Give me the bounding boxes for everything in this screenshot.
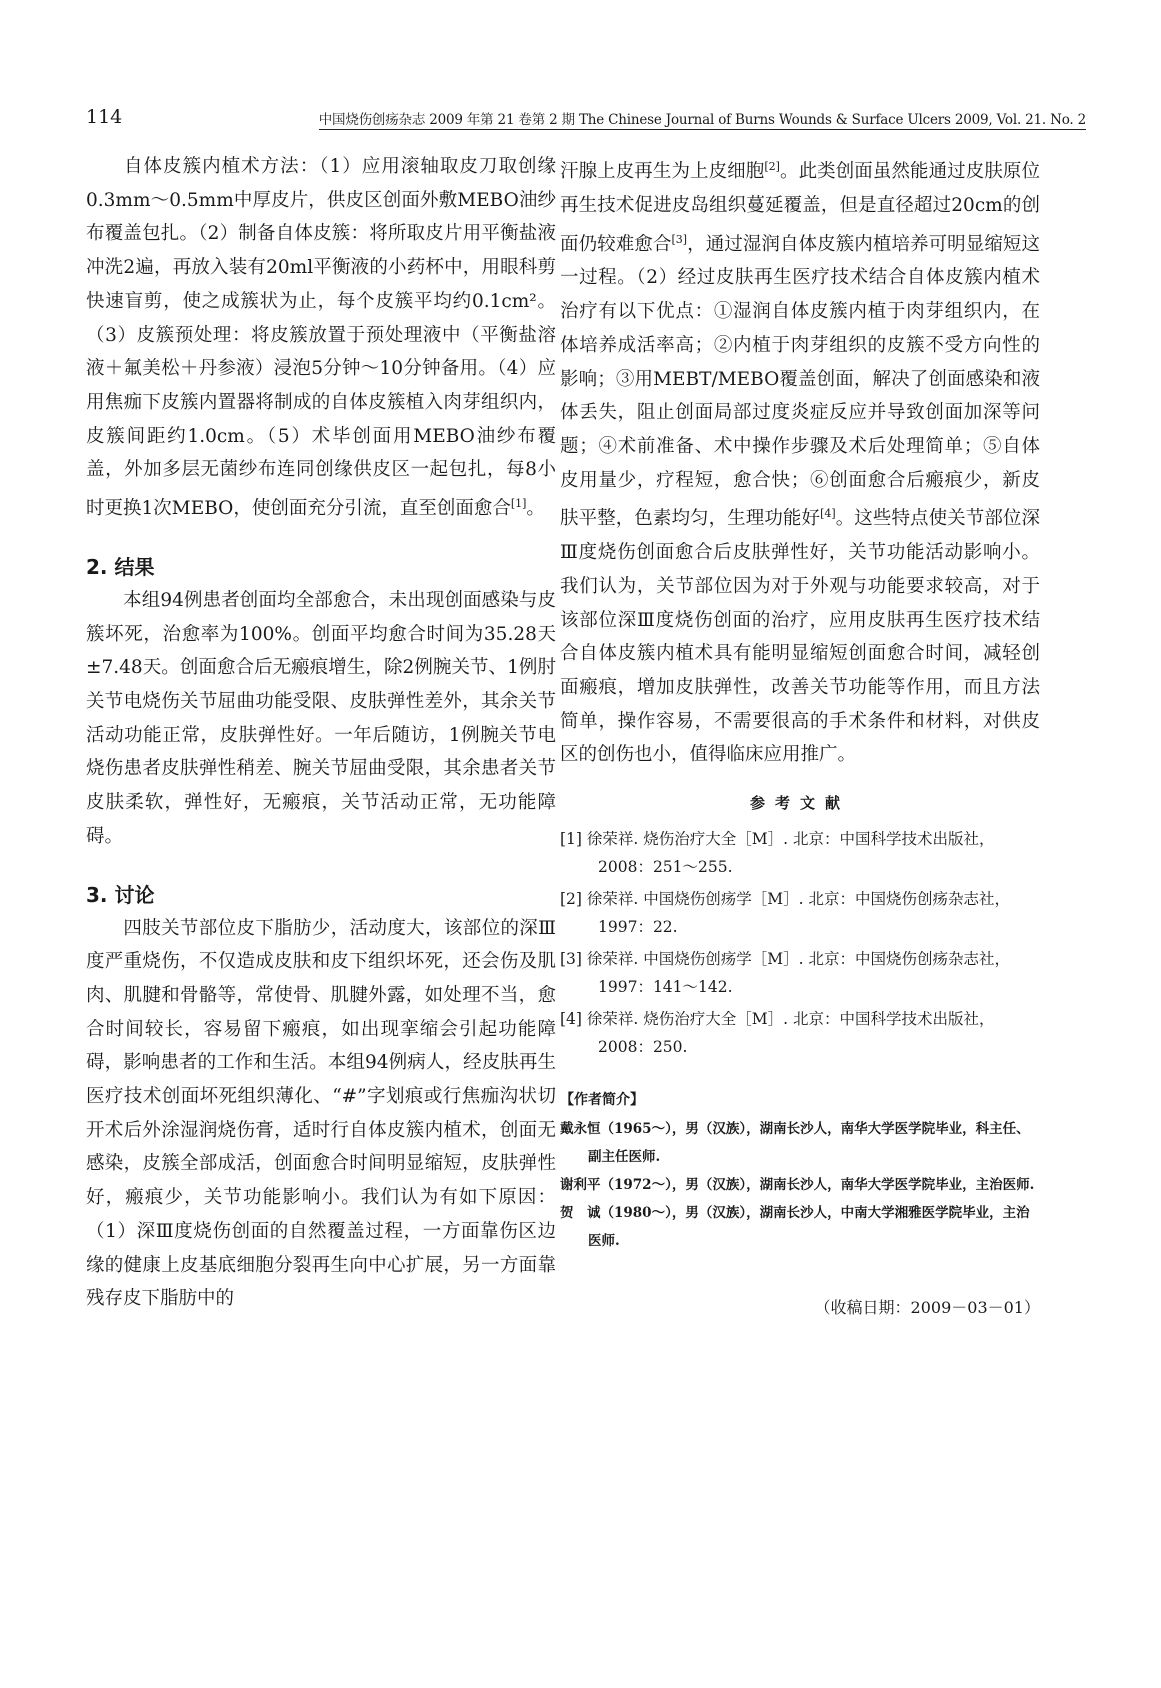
citation: [1] bbox=[510, 497, 527, 511]
left-column bbox=[86, 150, 556, 1316]
discussion-paragraph: 四肢关节部位皮下脂肪少，活动度大，该部位的深Ⅲ度严重烧伤，不仅造成皮肤和皮下组织坏死，还会伤及肌肉、肌腱和骨骼等，常使骨、肌腱外露，如处理不当，愈合时间较长，容易留下瘢痕，如出现挛缩会引起功能障碍，影响患者的工作和生活。本组94例病人，经皮肤再生医疗技术创面坏死组织薄化、“#”字划痕或行焦痂沟状切开术后外涂湿润烧伤膏，适时行自体皮簇内植术，创面无感染，皮簇全部成活，创面愈合时间明显缩短，皮肤弹性好，瘢痕少，关节功能影响小。我们认为有如下原因：（1）深Ⅲ度烧伤创面的自然覆盖过程，一方面靠伤区边缘的健康上皮基底细胞分裂再生向中心扩展，另一方面靠残存皮下脂肪中的 bbox=[86, 917, 556, 1310]
author-bio: 谢利平（1972～），男（汉族），湖南长沙人，南华大学医学院毕业，主治医师. bbox=[560, 1177, 1035, 1194]
running-head: 中国烧伤创疡杂志 2009 年第 21 卷第 2 期 The Chinese Journal of Burns Wounds & Surface Ulcers 2009, Vol. 21. No. 2 bbox=[319, 108, 1086, 130]
results-heading: 2. 结果 bbox=[86, 554, 155, 579]
reference-item: [4] 徐荣祥. 烧伤治疗大全［M］. 北京：中国科学技术出版社，2008：250. bbox=[560, 1010, 995, 1057]
page-header bbox=[86, 100, 1086, 130]
references-heading: 参考文献 bbox=[749, 794, 850, 813]
reference-item: [2] 徐荣祥. 中国烧伤创疡学［M］. 北京：中国烧伤创疡杂志社，1997：22. bbox=[560, 890, 1010, 937]
discussion-heading: 3. 讨论 bbox=[86, 882, 155, 907]
citation: [4] bbox=[820, 507, 836, 521]
methods-paragraph: 自体皮簇内植术方法：（1）应用滚轴取皮刀取创缘0.3mm～0.5mm中厚皮片，供皮区创面外敷MEBO油纱布覆盖包扎。（2）制备自体皮簇：将所取皮片用平衡盐液冲洗2遍，再放入装有20ml平衡液的小药杯中，用眼科剪快速盲剪，使之成簇状为止，每个皮簇平均约0.1cm²。（3）皮簇预处理：将皮簇放置于预处理液中（平衡盐溶液＋氟美松＋丹参液）浸泡5分钟～10分钟备用。（4）应用焦痂下皮簇内置器将制成的自体皮簇植入肉芽组织内，皮簇间距约1.0cm。（5）术毕创面用MEBO油纱布覆盖，外加多层无菌纱布连同创缘供皮区一起包扎，每8小时更换1次MEBO，使创面充分引流，直至创面愈合[1]。 bbox=[86, 156, 556, 520]
page-number: 114 bbox=[86, 106, 123, 128]
citation: [3] bbox=[671, 232, 688, 246]
author-bio-heading: 【作者简介】 bbox=[560, 1092, 644, 1109]
received-date: （收稿日期：2009－03－01） bbox=[814, 1298, 1040, 1318]
reference-item: [1] 徐荣祥. 烧伤治疗大全［M］. 北京：中国科学技术出版社，2008：251～255. bbox=[560, 830, 995, 877]
results-paragraph: 本组94例患者创面均全部愈合，未出现创面感染与皮簇坏死，治愈率为100%。创面平均愈合时间为35.28天±7.48天。创面愈合后无瘢痕增生，除2例腕关节、1例肘关节电烧伤关节屈曲功能受限、皮肤弹性差外，其余关节活动功能正常，皮肤弹性好。一年后随访，1例腕关节电烧伤患者皮肤弹性稍差、腕关节屈曲受限，其余患者关节皮肤柔软，弹性好，无瘢痕，关节活动正常，无功能障碍。 bbox=[86, 589, 556, 847]
citation: [2] bbox=[764, 160, 780, 173]
right-column bbox=[560, 150, 1040, 1318]
discussion-continued-paragraph: 汗腺上皮再生为上皮细胞[2]。此类创面虽然能通过皮肤原位再生技术促进皮岛组织蔓延覆盖，但是直径超过20cm的创面仍较难愈合[3]，通过湿润自体皮簇内植培养可明显缩短这一过程。（2）经过皮肤再生医疗技术结合自体皮簇内植术治疗有以下优点：①湿润自体皮簇内植于肉芽组织内，在体培养成活率高；②内植于肉芽组织的皮簇不受方向性的影响；③用MEBT/MEBO覆盖创面，解决了创面感染和液体丢失，阻止创面局部过度炎症反应并导致创面加深等问题；④术前准备、术中操作步骤及术后处理简单；⑤自体皮用量少，疗程短，愈合快；⑥创面愈合后瘢痕少，新皮肤平整，色素均匀，生理功能好[4]。这些特点使关节部位深Ⅲ度烧伤创面愈合后皮肤弹性好，关节功能活动影响小。我们认为，关节部位因为对于外观与功能要求较高，对于该部位深Ⅲ度烧伤创面的治疗，应用皮肤再生医疗技术结合自体皮簇内植术具有能明显缩短创面愈合时间，减轻创面瘢痕，增加皮肤弹性，改善关节功能等作用，而且方法简单，操作容易，不需要很高的手术条件和材料，对供皮区的创伤也小，值得临床应用推广。 bbox=[560, 160, 1040, 766]
author-bio: 戴永恒（1965～），男（汉族），湖南长沙人，南华大学医学院毕业，科主任、副主任医师. bbox=[560, 1121, 1030, 1166]
author-bio: 贺 诚（1980～），男（汉族），湖南长沙人，中南大学湘雅医学院毕业，主治医师. bbox=[560, 1205, 1030, 1250]
reference-item: [3] 徐荣祥. 中国烧伤创疡学［M］. 北京：中国烧伤创疡杂志社，1997：141～142. bbox=[560, 950, 1010, 997]
